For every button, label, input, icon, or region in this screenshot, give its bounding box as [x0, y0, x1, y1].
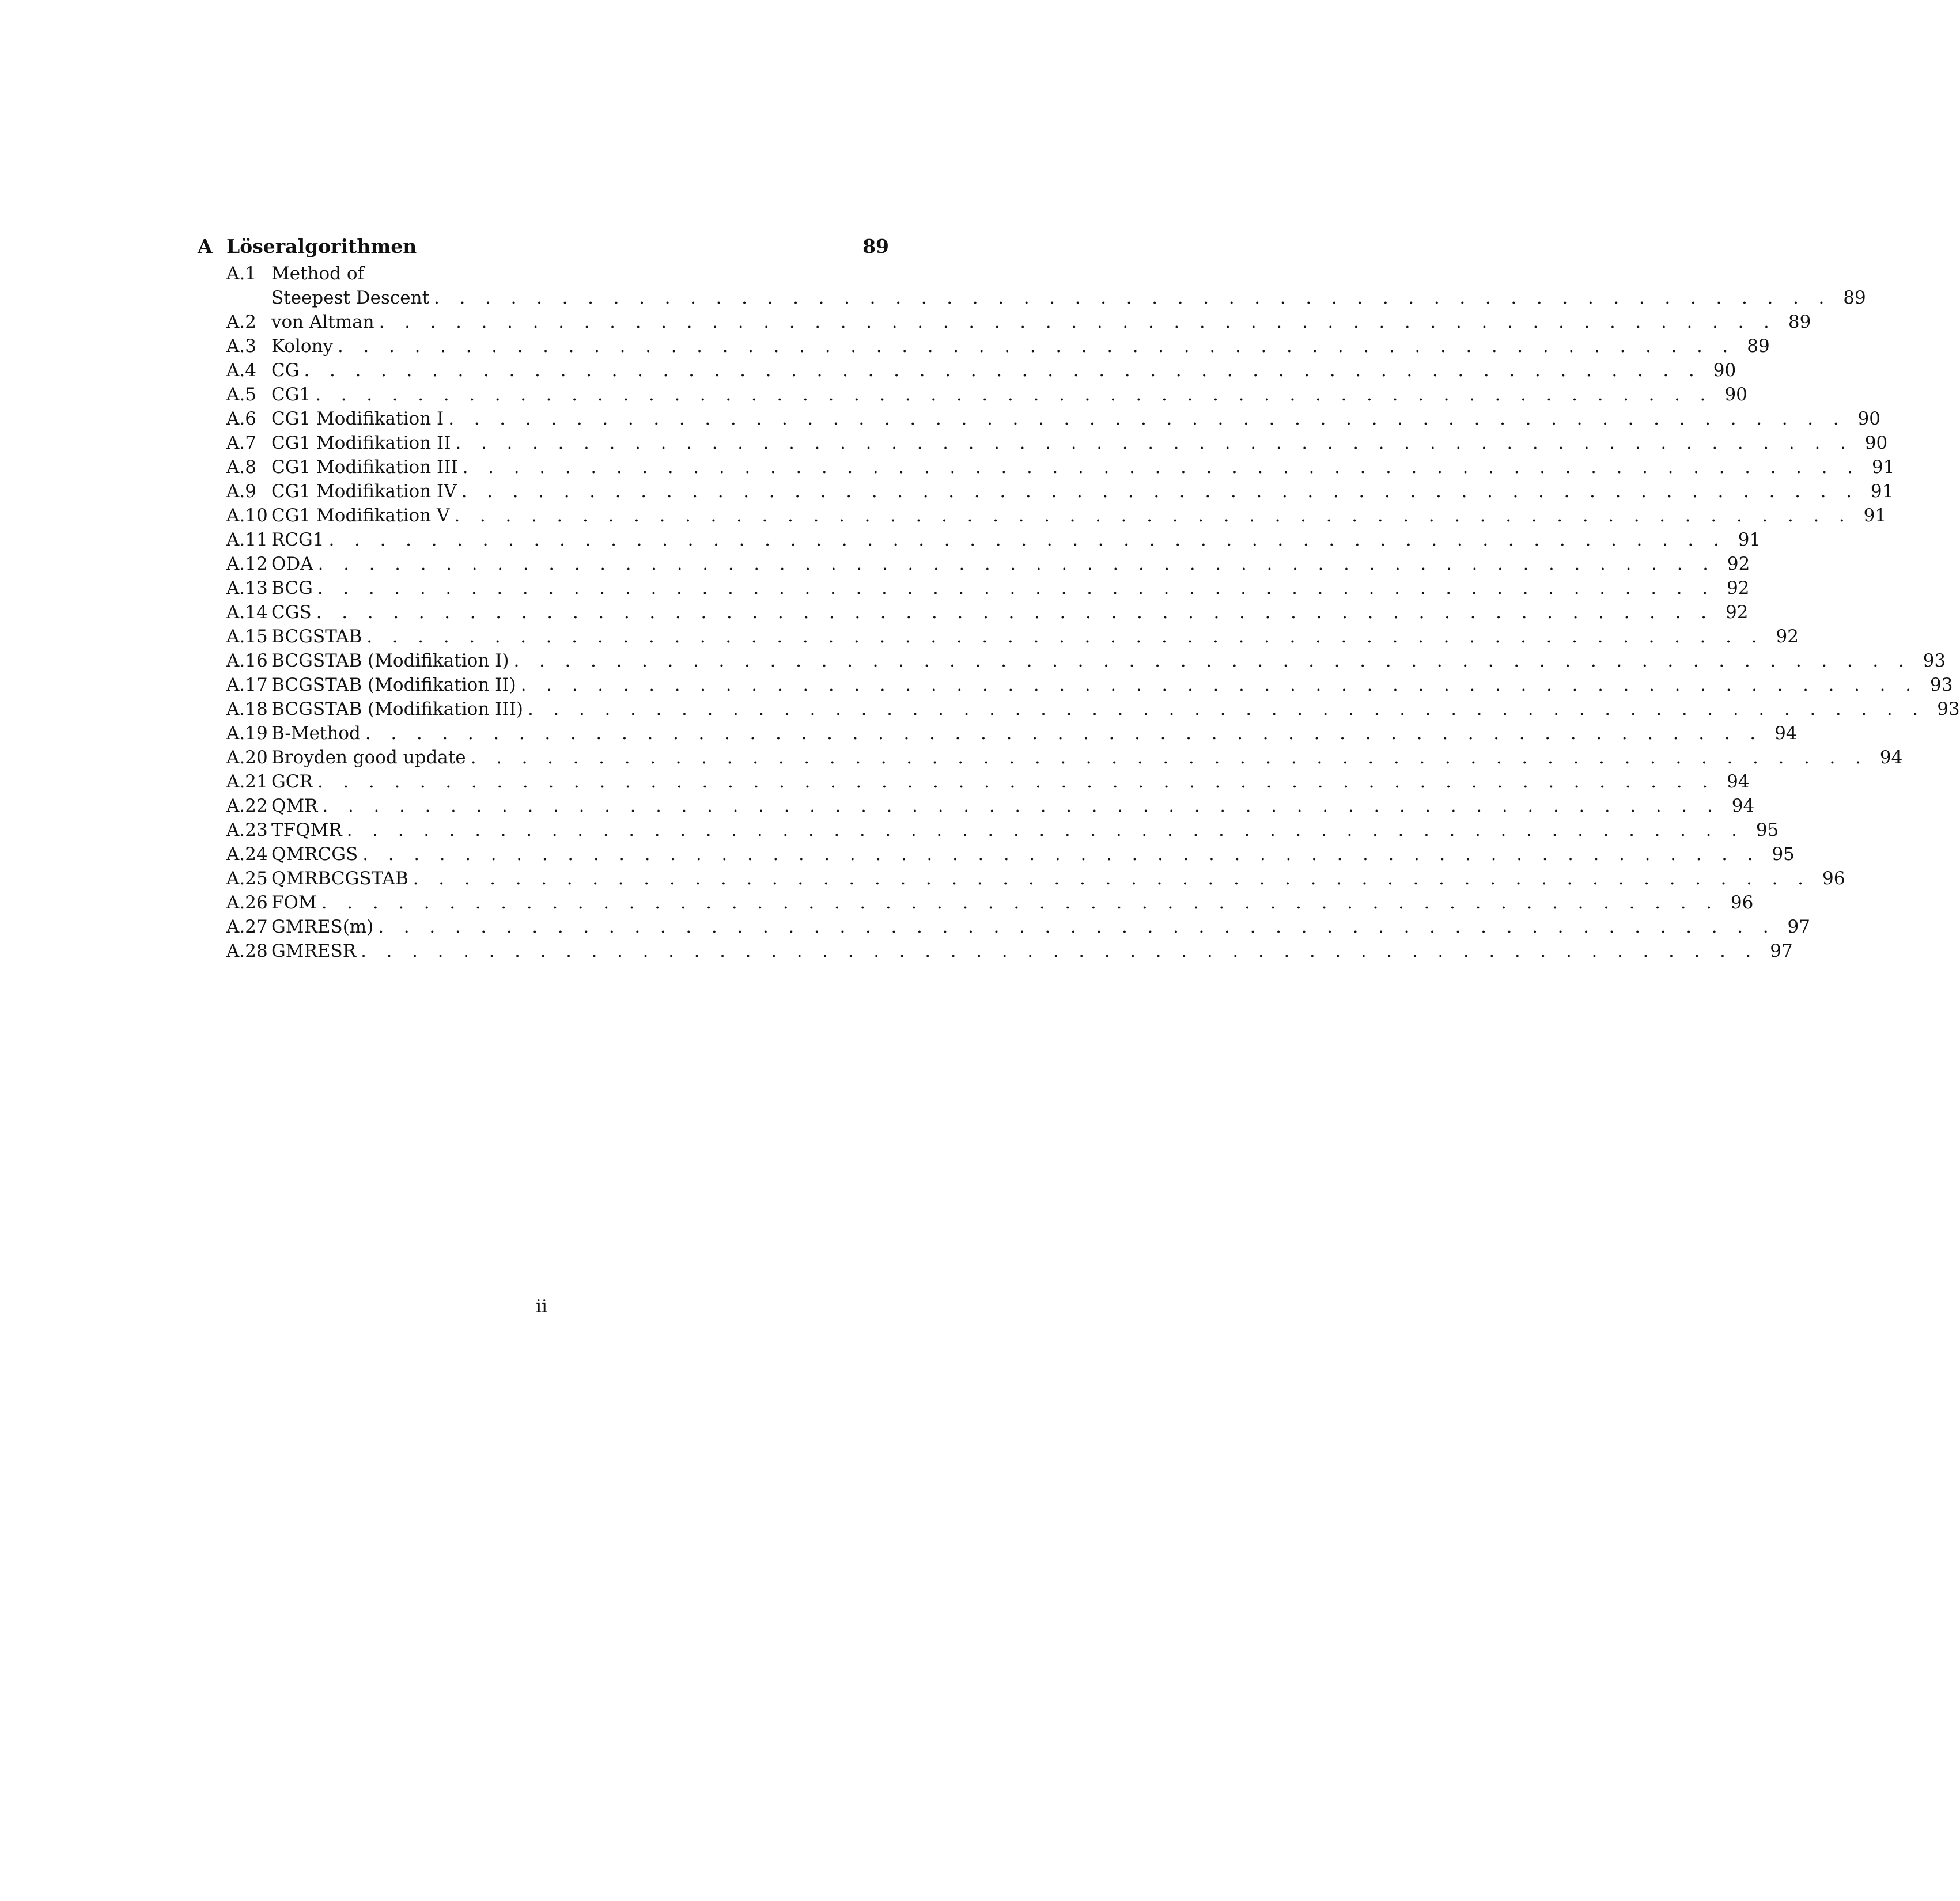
toc-entry-number: A.23 — [226, 820, 268, 840]
toc-entry — [198, 262, 889, 286]
toc-entry-number: A.2 — [226, 312, 256, 332]
toc-entry-number: A.26 — [226, 892, 268, 913]
toc-entry-title: CG1 — [271, 384, 311, 405]
toc-entry-page-number: 90 — [1857, 408, 1880, 429]
chapter-heading — [198, 235, 889, 262]
toc-entry-page-number: 97 — [1770, 941, 1793, 961]
toc-entry — [198, 358, 1736, 383]
toc-entry-page-number: 89 — [1788, 312, 1811, 332]
toc-entry-number: A.11 — [226, 529, 268, 550]
toc-entry — [198, 721, 1798, 745]
page-number: ii — [536, 1296, 547, 1317]
chapter-page-number: 89 — [862, 235, 889, 257]
toc-leader-dots: . . . . . . . . . . . . . . . . . . . . . . . . . . . . . . . . . . . . . . . . . . . . . . . . . . . . . . . — [455, 433, 1853, 453]
toc-entry-page-number: 94 — [1879, 747, 1903, 768]
toc-entry-title: BCGSTAB (Modifikation I) — [271, 650, 509, 671]
toc-entry-page-number: 90 — [1864, 433, 1888, 453]
toc-entry-title: Broyden good update — [271, 747, 466, 768]
toc-leader-dots: . . . . . . . . . . . . . . . . . . . . . . . . . . . . . . . . . . . . . . . . . . . . . . . . . . . . . . . — [316, 602, 1714, 623]
toc-entry-page-number: 93 — [1937, 699, 1960, 719]
toc-entry — [198, 842, 1795, 866]
toc-entry-number: A.5 — [226, 384, 256, 405]
toc-leader-dots: . . . . . . . . . . . . . . . . . . . . . . . . . . . . . . . . . . . . . . . . . . . . . . . . . . . . . . . — [527, 699, 1925, 719]
toc-entry — [198, 310, 1811, 334]
toc-entry-title: von Altman — [271, 312, 374, 332]
toc-leader-dots: . . . . . . . . . . . . . . . . . . . . . . . . . . . . . . . . . . . . . . . . . . . . . . . . . . . . . . . — [328, 529, 1727, 550]
toc-leader-dots: . . . . . . . . . . . . . . . . . . . . . . . . . . . . . . . . . . . . . . . . . . . . . . . . . . . . . . . — [454, 505, 1852, 526]
toc-entry-number: A.7 — [226, 433, 256, 453]
toc-entry-title: CG1 Modifikation I — [271, 408, 444, 429]
toc-entry-page-number: 89 — [1747, 336, 1770, 357]
toc-entry — [198, 528, 1761, 552]
toc-entry — [198, 576, 1750, 600]
toc-leader-dots: . . . . . . . . . . . . . . . . . . . . . . . . . . . . . . . . . . . . . . . . . . . . . . . . . . . . . . . — [434, 287, 1832, 308]
toc-entry-page-number: 92 — [1727, 554, 1750, 574]
toc-entry — [198, 503, 1887, 528]
toc-entry-page-number: 92 — [1725, 602, 1749, 623]
toc-entry-page-number: 91 — [1872, 457, 1895, 478]
toc-entry-page-number: 93 — [1929, 675, 1953, 695]
toc-leader-dots: . . . . . . . . . . . . . . . . . . . . . . . . . . . . . . . . . . . . . . . . . . . . . . . . . . . . . . . — [520, 675, 1919, 695]
toc-entry — [198, 915, 1810, 939]
toc-entry-page-number: 94 — [1727, 771, 1750, 792]
toc-entry-page-number: 92 — [1727, 578, 1750, 599]
toc-entry-title: QMR — [271, 796, 318, 816]
toc-entry-page-number: 94 — [1774, 723, 1798, 744]
toc-entry — [198, 866, 1845, 891]
toc-entry — [198, 624, 1799, 649]
toc-leader-dots: . . . . . . . . . . . . . . . . . . . . . . . . . . . . . . . . . . . . . . . . . . . . . . . . . . . . . . . — [513, 650, 1912, 671]
toc-entry-number: A.9 — [226, 481, 256, 502]
toc-entry-title: BCGSTAB — [271, 626, 362, 647]
toc-entry-title: GCR — [271, 771, 313, 792]
chapter-number: A — [198, 235, 213, 257]
toc-entry-title: B-Method — [271, 723, 361, 744]
toc-entry-number: A.8 — [226, 457, 256, 478]
toc-entry-page-number: 91 — [1738, 529, 1761, 550]
toc-entry-page-number: 96 — [1730, 892, 1754, 913]
toc-entry-title: GMRESR — [271, 941, 357, 961]
toc-entry-number: A.18 — [226, 699, 268, 719]
toc-entry-number: A.19 — [226, 723, 268, 744]
toc-entry-list — [198, 262, 1960, 963]
toc-entry — [198, 407, 1880, 431]
toc-entry-page-number: 95 — [1755, 820, 1779, 840]
toc-entry-number: A.20 — [226, 747, 268, 768]
toc-entry-number: A.1 — [226, 263, 256, 284]
toc-leader-dots: . . . . . . . . . . . . . . . . . . . . . . . . . . . . . . . . . . . . . . . . . . . . . . . . . . . . . . . — [362, 844, 1760, 865]
toc-entry-title: CG1 Modifikation III — [271, 457, 458, 478]
toc-entry-page-number: 93 — [1923, 650, 1946, 671]
toc-leader-dots: . . . . . . . . . . . . . . . . . . . . . . . . . . . . . . . . . . . . . . . . . . . . . . . . . . . . . . . — [346, 820, 1745, 840]
toc-leader-dots: . . . . . . . . . . . . . . . . . . . . . . . . . . . . . . . . . . . . . . . . . . . . . . . . . . . . . . . — [317, 771, 1715, 792]
toc-leader-dots: . . . . . . . . . . . . . . . . . . . . . . . . . . . . . . . . . . . . . . . . . . . . . . . . . . . . . . . — [378, 917, 1776, 937]
table-of-contents — [198, 235, 1960, 963]
toc-entry-number: A.14 — [226, 602, 268, 623]
toc-entry-number: A.10 — [226, 505, 268, 526]
toc-entry-page-number: 97 — [1787, 917, 1810, 937]
toc-entry-page-number: 90 — [1713, 360, 1736, 381]
toc-entry — [198, 891, 1754, 915]
toc-entry-title: Kolony — [271, 336, 334, 357]
toc-leader-dots: . . . . . . . . . . . . . . . . . . . . . . . . . . . . . . . . . . . . . . . . . . . . . . . . . . . . . . . — [462, 457, 1860, 478]
toc-leader-dots: . . . . . . . . . . . . . . . . . . . . . . . . . . . . . . . . . . . . . . . . . . . . . . . . . . . . . . . — [448, 408, 1846, 429]
toc-entry-title: GMRES(m) — [271, 917, 374, 937]
toc-entry-number: A.3 — [226, 336, 256, 357]
toc-entry-title: CG1 Modifikation II — [271, 433, 451, 453]
toc-leader-dots: . . . . . . . . . . . . . . . . . . . . . . . . . . . . . . . . . . . . . . . . . . . . . . . . . . . . . . . — [338, 336, 1735, 357]
toc-leader-dots: . . . . . . . . . . . . . . . . . . . . . . . . . . . . . . . . . . . . . . . . . . . . . . . . . . . . . . . — [470, 747, 1868, 768]
toc-entry — [198, 334, 1770, 358]
toc-entry-title: BCG — [271, 578, 313, 599]
toc-leader-dots: . . . . . . . . . . . . . . . . . . . . . . . . . . . . . . . . . . . . . . . . . . . . . . . . . . . . . . . — [366, 626, 1764, 647]
toc-entry — [198, 649, 1946, 673]
toc-entry-page-number: 95 — [1772, 844, 1795, 865]
toc-leader-dots: . . . . . . . . . . . . . . . . . . . . . . . . . . . . . . . . . . . . . . . . . . . . . . . . . . . . . . . — [461, 481, 1859, 502]
toc-entry — [198, 673, 1953, 697]
toc-entry — [198, 697, 1960, 721]
toc-entry-title: BCGSTAB (Modifikation III) — [271, 699, 523, 719]
toc-entry-title: QMRCGS — [271, 844, 358, 865]
toc-entry-number: A.17 — [226, 675, 268, 695]
toc-entry-title: CG1 Modifikation IV — [271, 481, 457, 502]
toc-leader-dots: . . . . . . . . . . . . . . . . . . . . . . . . . . . . . . . . . . . . . . . . . . . . . . . . . . . . . . . — [322, 796, 1720, 816]
toc-entry-page-number: 92 — [1776, 626, 1799, 647]
toc-entry — [198, 770, 1750, 794]
toc-entry-title: Method of — [271, 263, 365, 284]
toc-entry-number: A.28 — [226, 941, 268, 961]
toc-entry-title: FOM — [271, 892, 317, 913]
toc-entry — [198, 431, 1888, 455]
toc-entry-title: CG — [271, 360, 300, 381]
toc-entry — [198, 745, 1903, 770]
toc-entry-title: Steepest Descent — [271, 287, 430, 308]
toc-leader-dots: . . . . . . . . . . . . . . . . . . . . . . . . . . . . . . . . . . . . . . . . . . . . . . . . . . . . . . . — [365, 723, 1763, 744]
toc-entry-title: QMRBCGSTAB — [271, 868, 408, 889]
toc-entry — [198, 794, 1755, 818]
toc-entry-number: A.27 — [226, 917, 268, 937]
toc-entry — [198, 818, 1779, 842]
toc-entry-number: A.24 — [226, 844, 268, 865]
toc-leader-dots: . . . . . . . . . . . . . . . . . . . . . . . . . . . . . . . . . . . . . . . . . . . . . . . . . . . . . . . — [317, 554, 1716, 574]
toc-entry — [198, 600, 1749, 624]
toc-entry — [198, 479, 1894, 503]
toc-entry-number: A.16 — [226, 650, 268, 671]
toc-entry-title: ODA — [271, 554, 313, 574]
toc-leader-dots: . . . . . . . . . . . . . . . . . . . . . . . . . . . . . . . . . . . . . . . . . . . . . . . . . . . . . . . — [321, 892, 1719, 913]
toc-entry-title: BCGSTAB (Modifikation II) — [271, 675, 516, 695]
toc-leader-dots: . . . . . . . . . . . . . . . . . . . . . . . . . . . . . . . . . . . . . . . . . . . . . . . . . . . . . . . — [379, 312, 1777, 332]
toc-entry-number: A.22 — [226, 796, 268, 816]
toc-entry — [198, 383, 1747, 407]
toc-leader-dots: . . . . . . . . . . . . . . . . . . . . . . . . . . . . . . . . . . . . . . . . . . . . . . . . . . . . . . . — [315, 384, 1713, 405]
chapter-title: Löseralgorithmen — [226, 235, 417, 257]
toc-entry-title: RCG1 — [271, 529, 324, 550]
toc-entry-number: A.4 — [226, 360, 256, 381]
toc-entry-title: TFQMR — [271, 820, 342, 840]
toc-entry-number: A.21 — [226, 771, 268, 792]
toc-entry — [198, 455, 1895, 479]
toc-entry — [198, 552, 1750, 576]
toc-leader-dots: . . . . . . . . . . . . . . . . . . . . . . . . . . . . . . . . . . . . . . . . . . . . . . . . . . . . . . . — [413, 868, 1811, 889]
toc-entry-page-number: 91 — [1863, 505, 1887, 526]
toc-leader-dots: . . . . . . . . . . . . . . . . . . . . . . . . . . . . . . . . . . . . . . . . . . . . . . . . . . . . . . . — [304, 360, 1702, 381]
toc-entry-page-number: 90 — [1724, 384, 1747, 405]
toc-entry-number: A.25 — [226, 868, 268, 889]
toc-entry-number: A.13 — [226, 578, 268, 599]
toc-entry-page-number: 89 — [1843, 287, 1866, 308]
toc-entry-page-number: 96 — [1822, 868, 1845, 889]
toc-entry-number: A.6 — [226, 408, 256, 429]
toc-entry — [198, 286, 1866, 310]
toc-entry-number: A.12 — [226, 554, 268, 574]
toc-entry — [198, 939, 1793, 963]
toc-entry-title: CG1 Modifikation V — [271, 505, 450, 526]
toc-entry-page-number: 91 — [1870, 481, 1894, 502]
toc-entry-number: A.15 — [226, 626, 268, 647]
toc-entry-title: CGS — [271, 602, 312, 623]
toc-entry-page-number: 94 — [1731, 796, 1755, 816]
toc-leader-dots: . . . . . . . . . . . . . . . . . . . . . . . . . . . . . . . . . . . . . . . . . . . . . . . . . . . . . . . — [361, 941, 1758, 961]
toc-leader-dots: . . . . . . . . . . . . . . . . . . . . . . . . . . . . . . . . . . . . . . . . . . . . . . . . . . . . . . . — [317, 578, 1715, 599]
